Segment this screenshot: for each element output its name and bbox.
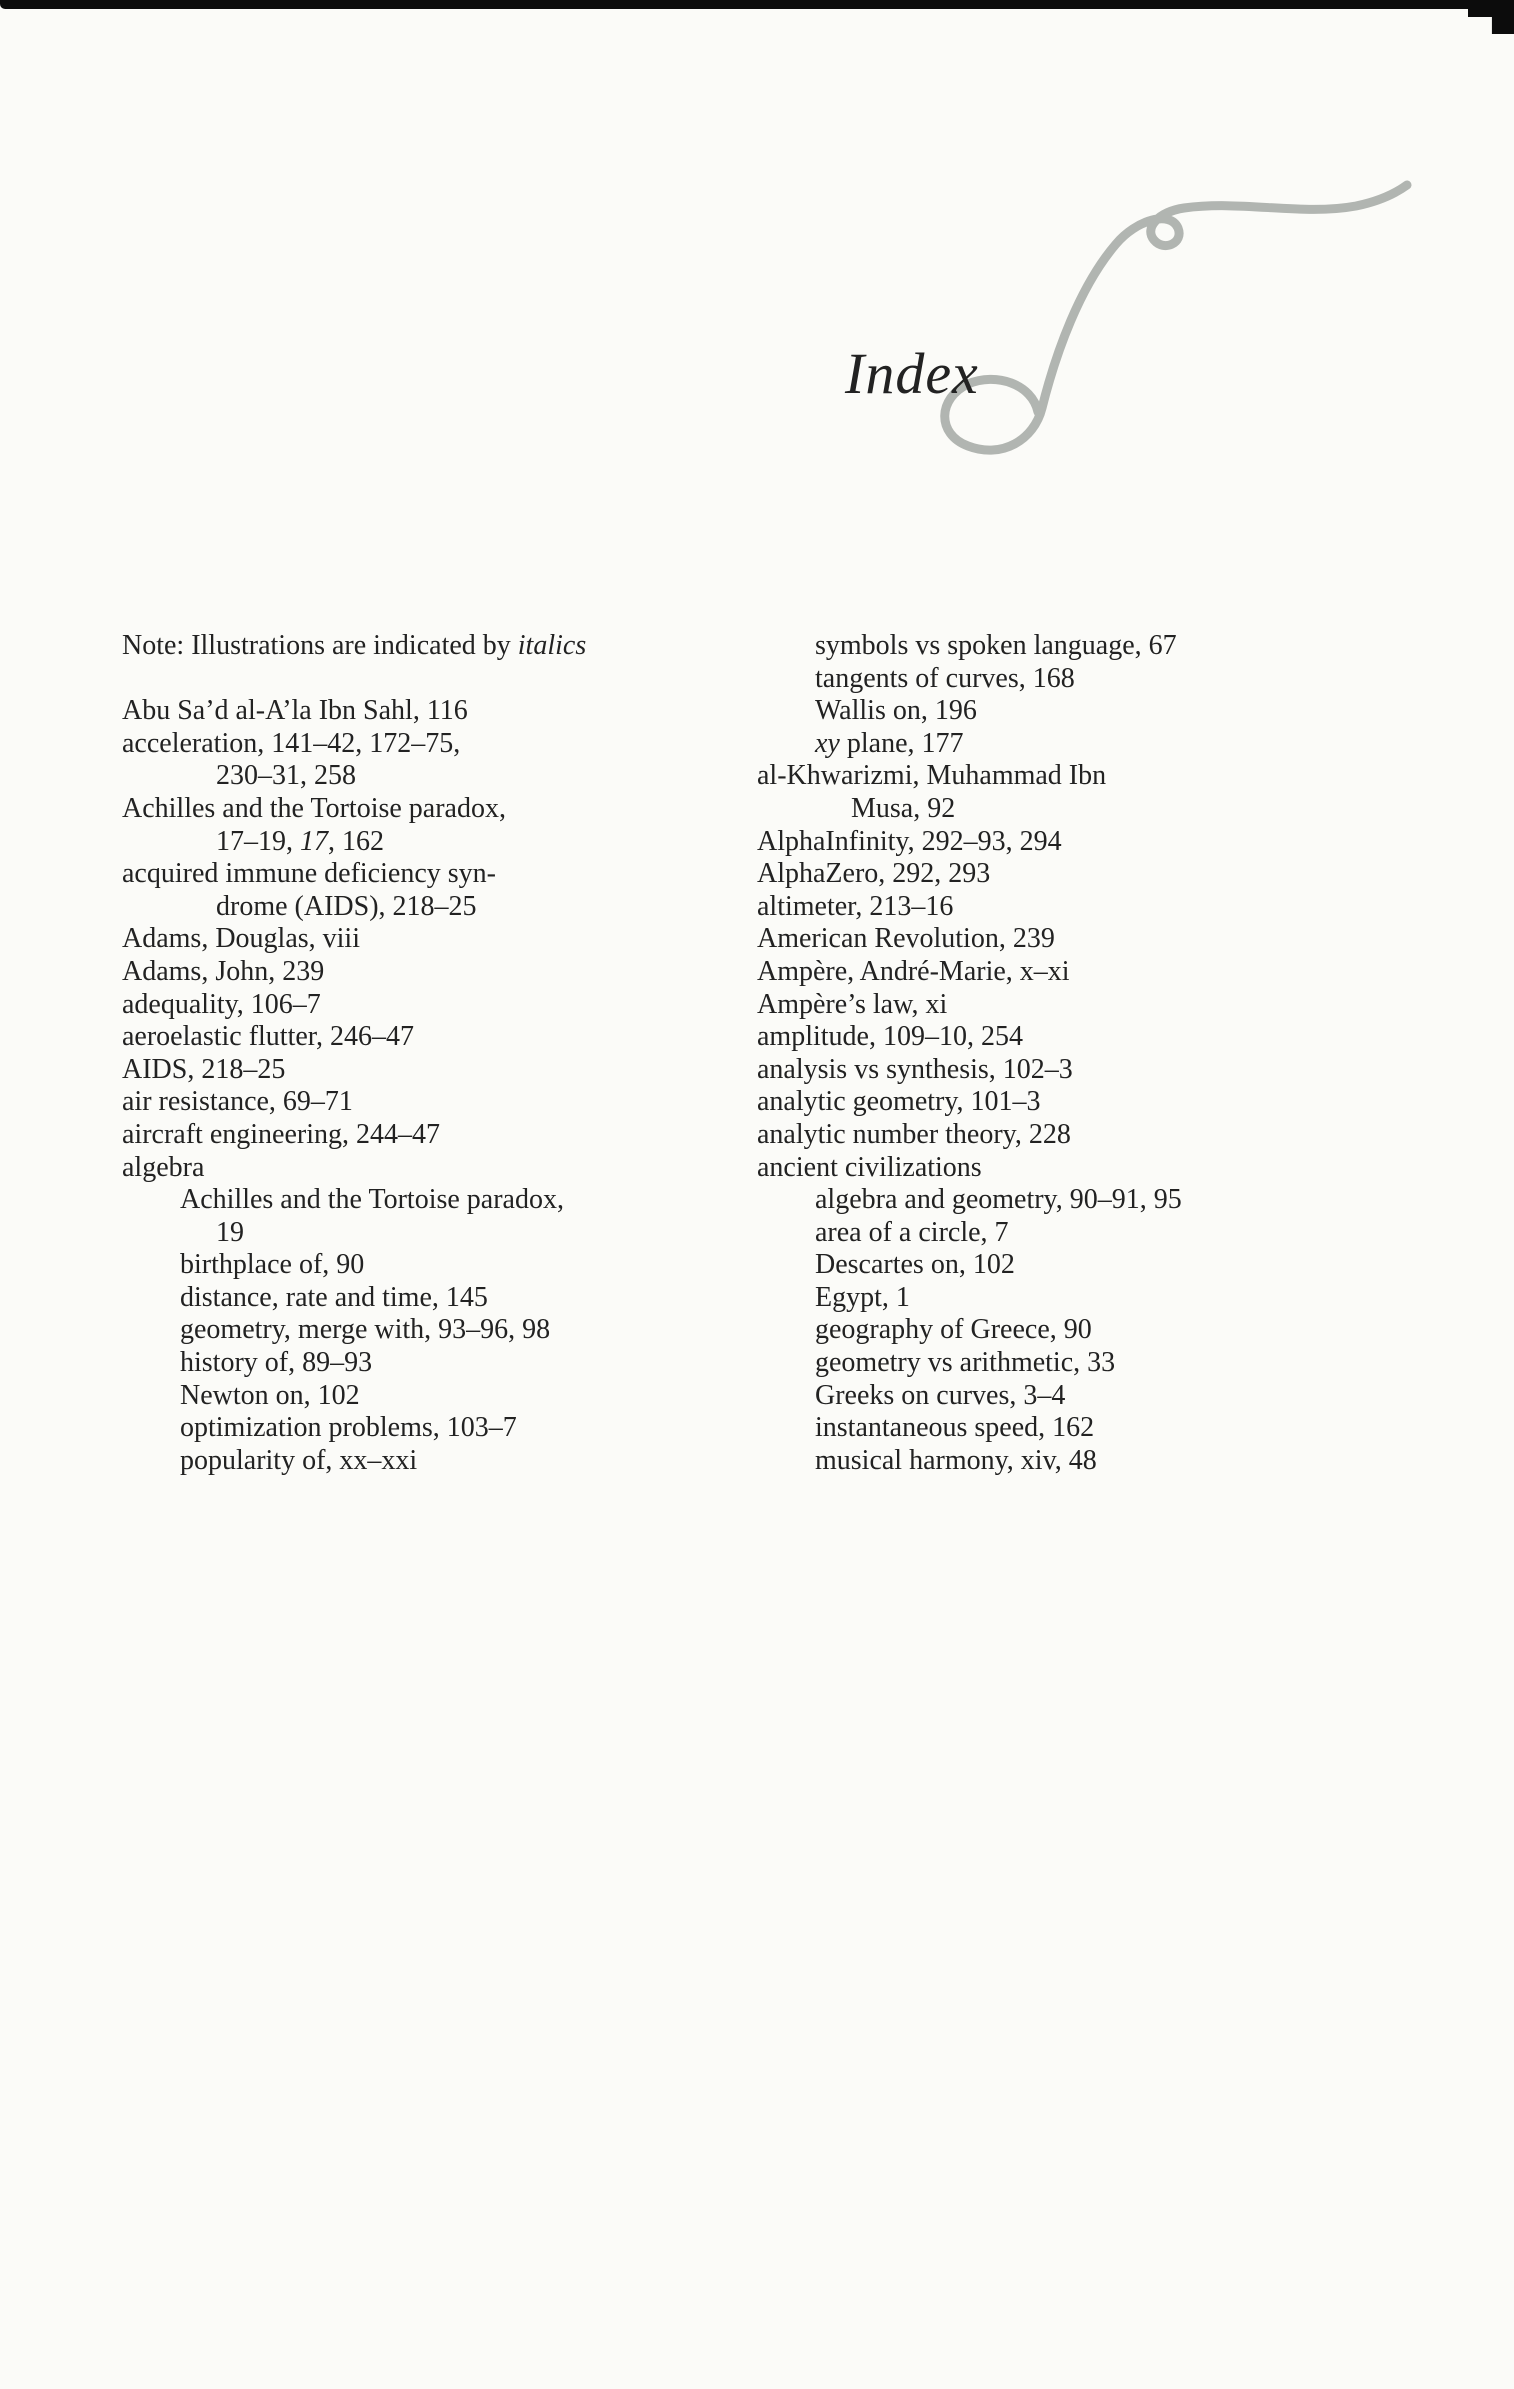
index-line-text: plane, 177	[839, 727, 964, 759]
index-line-text: Wallis on, 196	[815, 695, 977, 727]
index-column-left	[122, 630, 737, 1477]
index-line	[122, 1152, 737, 1185]
index-line	[122, 793, 737, 826]
index-line	[122, 826, 737, 859]
index-line-text: acquired immune deficiency syn-	[122, 858, 496, 890]
index-line	[122, 728, 737, 761]
index-line	[122, 1347, 737, 1380]
index-line-text: geometry vs arithmetic, 33	[815, 1347, 1116, 1379]
index-line	[757, 695, 1377, 728]
index-line-text: analysis vs synthesis, 102–3	[757, 1053, 1073, 1085]
index-line	[757, 858, 1377, 891]
index-line-text: Achilles and the Tortoise paradox,	[122, 792, 506, 824]
index-line-text: history of, 89–93	[180, 1347, 373, 1379]
index-line	[757, 956, 1377, 989]
scan-artifact-top-bar	[0, 0, 1514, 9]
index-line	[757, 1249, 1377, 1282]
index-line-text: adequality, 106–7	[122, 988, 321, 1020]
index-line-text: AlphaInfinity, 292–93, 294	[757, 825, 1062, 857]
index-line-text: Ampère, André-Marie, x–xi	[757, 955, 1070, 987]
index-note	[122, 630, 737, 663]
index-line-text: Note: Illustrations are indicated by	[122, 630, 518, 661]
index-line	[757, 891, 1377, 924]
index-line	[757, 1347, 1377, 1380]
index-line-text: Abu Sa’d al-A’la Ibn Sahl, 116	[122, 695, 468, 727]
index-line	[757, 793, 1377, 826]
index-line	[757, 1217, 1377, 1250]
index-line-text: American Revolution, 239	[757, 923, 1055, 955]
index-line	[122, 858, 737, 891]
index-line-italic-segment: 17	[300, 825, 328, 857]
index-line-text: geography of Greece, 90	[815, 1314, 1092, 1346]
index-line	[122, 956, 737, 989]
index-line-text: birthplace of, 90	[180, 1249, 365, 1281]
index-line	[757, 1282, 1377, 1315]
scan-artifact-corner	[1468, 0, 1514, 34]
index-line	[757, 760, 1377, 793]
index-line	[122, 1445, 737, 1478]
index-line	[122, 695, 737, 728]
index-line	[757, 989, 1377, 1022]
index-line-text: ancient civilizations	[757, 1151, 982, 1183]
index-line-text: amplitude, 109–10, 254	[757, 1021, 1023, 1053]
blank-line	[122, 663, 737, 696]
index-line-text: popularity of, xx–xxi	[180, 1444, 418, 1476]
index-line-text: Newton on, 102	[180, 1379, 360, 1411]
index-line	[122, 1412, 737, 1445]
index-line-text: symbols vs spoken language, 67	[815, 630, 1177, 661]
index-line	[757, 1412, 1377, 1445]
index-line-text: instantaneous speed, 162	[815, 1412, 1095, 1444]
index-line	[757, 1314, 1377, 1347]
index-line-text: analytic number theory, 228	[757, 1118, 1071, 1150]
index-line	[757, 1086, 1377, 1119]
index-line	[122, 989, 737, 1022]
index-line	[122, 891, 737, 924]
index-line-text: AIDS, 218–25	[122, 1053, 286, 1085]
index-line	[757, 1445, 1377, 1478]
index-line-text: Egypt, 1	[815, 1281, 910, 1313]
index-line	[757, 630, 1377, 663]
index-line-text: aircraft engineering, 244–47	[122, 1118, 440, 1150]
index-line	[122, 1086, 737, 1119]
index-line-text: al-Khwarizmi, Muhammad Ibn	[757, 760, 1107, 792]
index-line	[122, 1380, 737, 1413]
index-line-text: algebra	[122, 1151, 205, 1183]
integral-flourish-icon	[912, 178, 1412, 470]
index-line	[122, 1021, 737, 1054]
index-line-text: area of a circle, 7	[815, 1216, 1009, 1248]
index-line	[122, 1184, 737, 1217]
index-line-italic-segment: xy	[815, 727, 840, 759]
index-line-text: aeroelastic flutter, 246–47	[122, 1021, 414, 1053]
index-line-text: distance, rate and time, 145	[180, 1281, 488, 1313]
index-line-text: 19	[216, 1216, 244, 1248]
index-line-text: algebra and geometry, 90–91, 95	[815, 1184, 1182, 1216]
index-line-text: Greeks on curves, 3–4	[815, 1379, 1066, 1411]
index-line	[757, 1021, 1377, 1054]
index-line-text: tangents of curves, 168	[815, 662, 1075, 694]
index-line	[122, 760, 737, 793]
index-line	[757, 1119, 1377, 1152]
index-line	[757, 663, 1377, 696]
index-line	[757, 1054, 1377, 1087]
index-line-text: altimeter, 213–16	[757, 890, 954, 922]
index-line-text: acceleration, 141–42, 172–75,	[122, 727, 461, 759]
index-line	[757, 923, 1377, 956]
index-line	[757, 826, 1377, 859]
index-line-text: Descartes on, 102	[815, 1249, 1015, 1281]
index-line-text: optimization problems, 103–7	[180, 1412, 517, 1444]
index-line-text: air resistance, 69–71	[122, 1086, 353, 1118]
index-line-text: analytic geometry, 101–3	[757, 1086, 1041, 1118]
index-line-text: 17–19,	[216, 825, 300, 857]
page-title: Index	[845, 341, 979, 406]
index-line-text: Achilles and the Tortoise paradox,	[180, 1184, 564, 1216]
index-line	[122, 1249, 737, 1282]
index-line	[122, 1119, 737, 1152]
index-column-right	[757, 630, 1377, 1477]
index-line-italic-segment: italics	[517, 630, 587, 661]
index-line	[122, 1217, 737, 1250]
index-line-text: Ampère’s law, xi	[757, 988, 948, 1020]
index-line	[122, 1054, 737, 1087]
integral-flourish-stroke	[945, 185, 1407, 450]
index-line-text: AlphaZero, 292, 293	[757, 858, 991, 890]
index-line	[757, 1380, 1377, 1413]
index-line-text: , 162	[328, 825, 384, 857]
index-line	[122, 1314, 737, 1347]
index-line-text: drome (AIDS), 218–25	[216, 890, 477, 922]
index-line-text: Musa, 92	[851, 792, 956, 824]
index-line-text: musical harmony, xiv, 48	[815, 1444, 1097, 1476]
index-line-text: Adams, John, 239	[122, 955, 325, 987]
index-line	[757, 728, 1377, 761]
index-line	[122, 923, 737, 956]
index-line	[757, 1184, 1377, 1217]
index-line-text: 230–31, 258	[216, 760, 356, 792]
index-line	[757, 1152, 1377, 1185]
index-line-text: Adams, Douglas, viii	[122, 923, 360, 955]
index-line	[122, 1282, 737, 1315]
index-line-text: geometry, merge with, 93–96, 98	[180, 1314, 551, 1346]
